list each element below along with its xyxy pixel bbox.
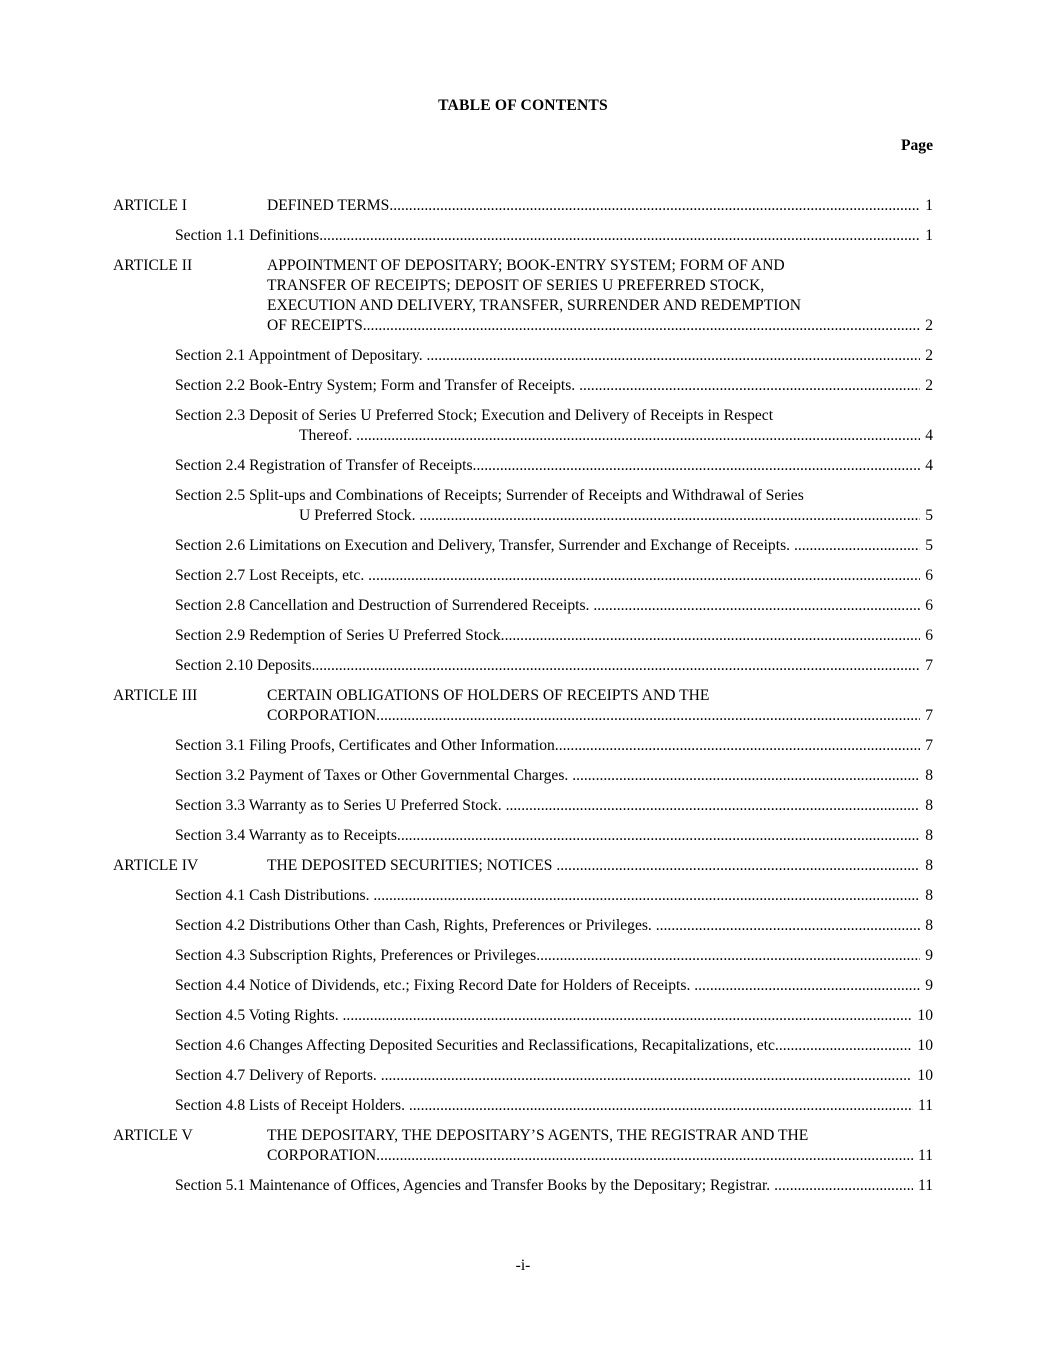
entry-line (175, 796, 933, 816)
page-number: 1 (925, 227, 933, 244)
dot-leader (501, 626, 921, 646)
entry-text: CORPORATION (267, 1147, 377, 1164)
dot-leader (419, 506, 920, 526)
article-label: ARTICLE V (113, 1127, 193, 1144)
dot-leader (381, 1066, 913, 1086)
toc-entry-section (113, 976, 933, 996)
entry-text: Section 2.3 Deposit of Series U Preferred Stock; Execution and Delivery of Receipts in Respect (175, 407, 774, 424)
entry-body (113, 226, 933, 246)
page-number: 5 (925, 507, 933, 524)
page-number: 11 (917, 1097, 933, 1114)
entry-body (113, 766, 933, 786)
toc-entry-section (113, 1096, 933, 1116)
dot-leader (376, 1146, 913, 1166)
entry-line (175, 456, 933, 476)
toc-title: TABLE OF CONTENTS (438, 97, 608, 114)
dot-leader (556, 856, 920, 876)
entry-body (113, 626, 933, 646)
page-number: 7 (925, 737, 933, 754)
toc-entry-article (113, 686, 933, 726)
page-number: 8 (925, 917, 933, 934)
page-number: 9 (925, 947, 933, 964)
entry-text: CERTAIN OBLIGATIONS OF HOLDERS OF RECEIPTS AND THE (267, 687, 710, 704)
page-number: 2 (925, 347, 933, 364)
entry-text: U Preferred Stock. (299, 507, 420, 524)
entry-line (267, 316, 933, 336)
entry-text: Section 4.2 Distributions Other than Cash, Rights, Preferences or Privileges. (175, 917, 656, 934)
entry-line (175, 976, 933, 996)
entry-body (113, 1006, 933, 1026)
toc-entry-section (113, 456, 933, 476)
entry-line (175, 406, 933, 426)
entry-line (175, 226, 933, 246)
entry-body (267, 856, 933, 876)
entry-text: Section 4.3 Subscription Rights, Preferences or Privileges (175, 947, 537, 964)
page-number: 11 (917, 1177, 933, 1194)
dot-leader (389, 196, 920, 216)
entry-line (267, 296, 933, 316)
entry-body (113, 656, 933, 676)
toc-entry-section (113, 346, 933, 366)
entry-body (113, 456, 933, 476)
entry-body (113, 536, 933, 556)
entry-text: Section 4.8 Lists of Receipt Holders. (175, 1097, 409, 1114)
dot-leader (373, 886, 920, 906)
entry-line (175, 1096, 933, 1116)
toc-entries (113, 196, 933, 1196)
entry-body (113, 1036, 933, 1056)
entry-text: EXECUTION AND DELIVERY, TRANSFER, SURRENDER AND REDEMPTION (267, 297, 801, 314)
entry-line (267, 196, 933, 216)
dot-leader (363, 316, 920, 336)
entry-body (113, 486, 933, 526)
toc-entry-section (113, 826, 933, 846)
page-number: 6 (925, 627, 933, 644)
entry-line (175, 736, 933, 756)
page-number: 8 (925, 827, 933, 844)
entry-text: Section 2.10 Deposits. (175, 657, 316, 674)
entry-text: Section 5.1 Maintenance of Offices, Agencies and Transfer Books by the Depositary; Registrar. (175, 1177, 775, 1194)
toc-entry-section (113, 406, 933, 446)
entry-text: Section 3.2 Payment of Taxes or Other Governmental Charges. (175, 767, 573, 784)
dot-leader (323, 226, 920, 246)
dot-leader (694, 976, 920, 996)
entry-text: Section 4.4 Notice of Dividends, etc.; Fixing Record Date for Holders of Receipts. (175, 977, 695, 994)
entry-text: Section 2.6 Limitations on Execution and Delivery, Transfer, Surrender and Exchange of Receipts. (175, 537, 794, 554)
entry-body (113, 916, 933, 936)
entry-body (113, 946, 933, 966)
toc-entry-section (113, 566, 933, 586)
entry-text: APPOINTMENT OF DEPOSITARY; BOOK-ENTRY SYSTEM; FORM OF AND (267, 257, 785, 274)
page-number: 4 (925, 457, 933, 474)
toc-entry-section (113, 376, 933, 396)
entry-line (267, 1126, 933, 1146)
entry-line (175, 566, 933, 586)
dot-leader (356, 426, 920, 446)
entry-line (267, 856, 933, 876)
entry-text: Section 4.6 Changes Affecting Deposited Securities and Reclassifications, Recapitalizations, etc. (175, 1037, 779, 1054)
dot-leader (794, 536, 920, 556)
toc-entry-section (113, 486, 933, 526)
entry-line (175, 426, 933, 446)
dot-leader (656, 916, 920, 936)
entry-line (175, 886, 933, 906)
toc-entry-article (113, 196, 933, 216)
page-number: 7 (925, 707, 933, 724)
page-column-label: Page (900, 137, 933, 154)
entry-text: OF RECEIPTS (267, 317, 363, 334)
toc-entry-section (113, 226, 933, 246)
page-footer: -i- (515, 1257, 531, 1274)
dot-leader (506, 796, 921, 816)
entry-body (113, 796, 933, 816)
entry-text: Section 2.2 Book-Entry System; Form and Transfer of Receipts. (175, 377, 580, 394)
toc-entry-section (113, 736, 933, 756)
article-label: ARTICLE IV (113, 857, 199, 874)
entry-text: THE DEPOSITARY, THE DEPOSITARY’S AGENTS, THE REGISTRAR AND THE (267, 1127, 809, 1144)
toc-entry-section (113, 596, 933, 616)
toc-entry-section (113, 916, 933, 936)
page-number: 8 (925, 797, 933, 814)
entry-line (175, 916, 933, 936)
page-number: 10 (917, 1037, 933, 1054)
entry-line (175, 536, 933, 556)
dot-leader (343, 1006, 913, 1026)
article-label: ARTICLE III (113, 687, 198, 704)
page-number: 6 (925, 567, 933, 584)
toc-entry-article (113, 1126, 933, 1166)
toc-entry-section (113, 656, 933, 676)
entry-body (113, 376, 933, 396)
page-number: 1 (925, 197, 933, 214)
article-label: ARTICLE I (113, 197, 187, 214)
page-number: 4 (925, 427, 933, 444)
page-number: 10 (917, 1007, 933, 1024)
page-number: 5 (925, 537, 933, 554)
dot-leader (368, 566, 920, 586)
toc-entry-section (113, 1036, 933, 1056)
entry-text: THE DEPOSITED SECURITIES; NOTICES (267, 857, 557, 874)
page-number: 10 (917, 1067, 933, 1084)
entry-text: Section 2.8 Cancellation and Destruction of Surrendered Receipts. (175, 597, 594, 614)
entry-line (175, 596, 933, 616)
entry-line (175, 766, 933, 786)
entry-line (175, 1176, 933, 1196)
dot-leader (593, 596, 920, 616)
toc-entry-section (113, 536, 933, 556)
entry-line (267, 706, 933, 726)
entry-line (267, 1146, 933, 1166)
toc-entry-article (113, 856, 933, 876)
toc-entry-section (113, 1176, 933, 1196)
entry-body (113, 976, 933, 996)
entry-line (267, 276, 933, 296)
entry-line (175, 1036, 933, 1056)
toc-entry-article (113, 256, 933, 336)
page-number: 8 (925, 887, 933, 904)
entry-body (113, 406, 933, 446)
entry-body (113, 1066, 933, 1086)
dot-leader (397, 826, 920, 846)
toc-entry-section (113, 1066, 933, 1086)
entry-line (175, 826, 933, 846)
entry-line (175, 656, 933, 676)
entry-text: Section 3.1 Filing Proofs, Certificates and Other Information. (175, 737, 559, 754)
dot-leader (774, 1176, 913, 1196)
page-number: 9 (925, 977, 933, 994)
dot-leader (473, 456, 921, 476)
entry-text: Section 2.9 Redemption of Series U Preferred Stock (175, 627, 501, 644)
dot-leader (572, 766, 920, 786)
entry-body (113, 566, 933, 586)
entry-body (267, 1126, 933, 1166)
entry-body (113, 736, 933, 756)
entry-body (113, 886, 933, 906)
entry-line (175, 486, 933, 506)
entry-line (175, 946, 933, 966)
toc-entry-section (113, 1006, 933, 1026)
entry-text: Section 1.1 Definitions. (175, 227, 324, 244)
entry-text: Section 2.1 Appointment of Depositary. (175, 347, 427, 364)
entry-text: Section 3.4 Warranty as to Receipts (175, 827, 397, 844)
dot-leader (376, 706, 920, 726)
dot-leader (779, 1036, 913, 1056)
toc-entry-section (113, 886, 933, 906)
entry-text: Section 2.7 Lost Receipts, etc. (175, 567, 369, 584)
toc-entry-section (113, 766, 933, 786)
entry-line (175, 1066, 933, 1086)
entry-text: Section 3.3 Warranty as to Series U Preferred Stock. (175, 797, 506, 814)
entry-text: CORPORATION (267, 707, 377, 724)
entry-line (175, 1006, 933, 1026)
toc-entry-section (113, 796, 933, 816)
dot-leader (559, 736, 920, 756)
entry-text: TRANSFER OF RECEIPTS; DEPOSIT OF SERIES U PREFERRED STOCK, (267, 277, 765, 294)
entry-text: Section 2.4 Registration of Transfer of Receipts (175, 457, 473, 474)
dot-leader (536, 946, 920, 966)
toc-entry-section (113, 626, 933, 646)
entry-body (267, 196, 933, 216)
dot-leader (409, 1096, 913, 1116)
entry-text: Section 4.1 Cash Distributions. (175, 887, 374, 904)
page-number: 8 (925, 857, 933, 874)
entry-body (267, 256, 933, 336)
entry-text: Section 4.7 Delivery of Reports. (175, 1067, 381, 1084)
page-number: 8 (925, 767, 933, 784)
entry-body (113, 826, 933, 846)
entry-text: Thereof. (299, 427, 357, 444)
dot-leader (579, 376, 920, 396)
entry-line (267, 256, 933, 276)
entry-line (175, 346, 933, 366)
entry-text: Section 4.5 Voting Rights. (175, 1007, 343, 1024)
entry-body (113, 1096, 933, 1116)
article-label: ARTICLE II (113, 257, 193, 274)
entry-line (175, 506, 933, 526)
toc-entry-section (113, 946, 933, 966)
dot-leader (427, 346, 921, 366)
page-number: 11 (917, 1147, 933, 1164)
page-number: 2 (925, 377, 933, 394)
entry-text: Section 2.5 Split-ups and Combinations of Receipts; Surrender of Receipts and Withdrawal of Series (175, 487, 804, 504)
entry-body (113, 346, 933, 366)
entry-text: DEFINED TERMS (267, 197, 390, 214)
entry-line (175, 626, 933, 646)
entry-body (113, 596, 933, 616)
entry-line (175, 376, 933, 396)
dot-leader (315, 656, 920, 676)
entry-body (267, 686, 933, 726)
page-number: 6 (925, 597, 933, 614)
page-number: 7 (925, 657, 933, 674)
page-number: 2 (925, 317, 933, 334)
entry-body (113, 1176, 933, 1196)
entry-line (267, 686, 933, 706)
